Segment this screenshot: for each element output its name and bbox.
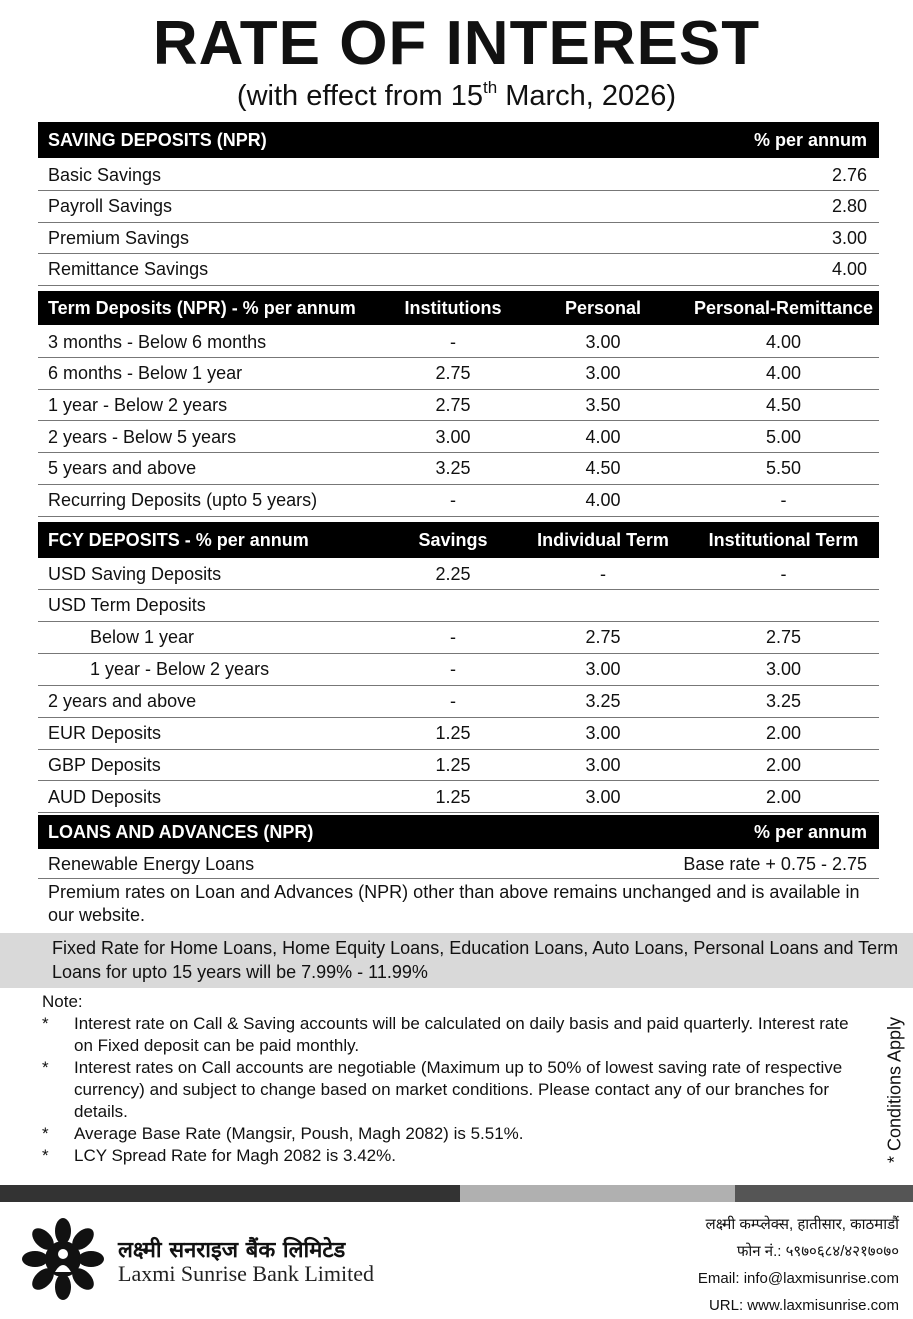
address: लक्ष्मी कम्प्लेक्स, हातीसार, काठमाडौं bbox=[705, 1216, 899, 1233]
row-label: 1 year - Below 2 years bbox=[48, 394, 228, 415]
bank-name-english: Laxmi Sunrise Bank Limited bbox=[118, 1261, 375, 1286]
row-label: 6 months - Below 1 year bbox=[48, 363, 243, 384]
row-value: 3.25 bbox=[765, 691, 802, 712]
divider-bar bbox=[735, 1185, 913, 1202]
saving-deposits-header bbox=[38, 122, 879, 158]
row-label: Basic Savings bbox=[48, 164, 162, 185]
section-title: SAVING DEPOSITS (NPR) bbox=[48, 129, 267, 150]
page-title: RATE OF INTEREST bbox=[152, 9, 761, 78]
table-row bbox=[38, 591, 879, 622]
divider-bar bbox=[460, 1185, 735, 1202]
note-text: Interest rate on Call & Saving accounts will be calculated on daily basis and paid quarterly. Interest rate on Fixed deposit can be paid monthly. bbox=[74, 1014, 849, 1055]
column-header: Personal bbox=[564, 297, 642, 318]
note-item bbox=[42, 1057, 872, 1123]
note-item bbox=[42, 1123, 872, 1145]
fixed-rate-band: Fixed Rate for Home Loans, Home Equity Loans, Education Loans, Auto Loans, Personal Loans and Term Loans for upto 15 years will be 7.99% - 11.99% bbox=[0, 933, 913, 988]
bullet: * bbox=[42, 1124, 49, 1143]
row-value: 3.00 bbox=[585, 331, 621, 352]
table-row bbox=[38, 655, 879, 686]
row-label: AUD Deposits bbox=[48, 786, 162, 807]
table-row bbox=[38, 687, 879, 718]
row-label: 3 months - Below 6 months bbox=[48, 331, 267, 352]
note-text: Average Base Rate (Mangsir, Poush, Magh 2082) is 5.51%. bbox=[74, 1124, 524, 1143]
column-header: Institutional Term bbox=[708, 529, 859, 550]
row-value: - bbox=[450, 691, 456, 712]
table-row bbox=[38, 750, 879, 781]
row-value: - bbox=[450, 627, 456, 648]
row-label: 1 year - Below 2 years bbox=[90, 659, 270, 680]
row-value: - bbox=[600, 563, 606, 584]
table-row bbox=[38, 851, 879, 879]
column-header: FCY DEPOSITS - % per annum bbox=[48, 529, 309, 550]
row-value: - bbox=[450, 331, 456, 352]
note-text: Interest rates on Call accounts are negotiable (Maximum up to 50% of lowest saving rate of respective currency) and subject to change based on market conditions. Please contact any of our branches for details. bbox=[74, 1058, 843, 1121]
phone: फोन नं.: ५९७०६८४/४२१७०७० bbox=[736, 1243, 899, 1260]
row-value: 4.50 bbox=[585, 458, 621, 479]
row-value: 4.50 bbox=[765, 394, 802, 415]
row-value: 4.00 bbox=[765, 363, 802, 384]
row-value: 3.25 bbox=[435, 458, 471, 479]
row-value: 3.00 bbox=[585, 659, 621, 680]
row-value: - bbox=[450, 490, 456, 510]
row-value: 3.00 bbox=[831, 227, 867, 248]
row-value: 4.00 bbox=[585, 426, 621, 447]
table-row bbox=[38, 359, 879, 390]
term-deposits-header bbox=[38, 291, 879, 325]
row-label: Recurring Deposits (upto 5 years) bbox=[48, 490, 318, 510]
bullet: * bbox=[42, 1058, 49, 1077]
row-value: 2.75 bbox=[585, 627, 621, 648]
row-label: Remittance Savings bbox=[48, 259, 209, 279]
row-value: 3.00 bbox=[585, 754, 621, 775]
email-link[interactable]: Email: info@laxmisunrise.com bbox=[697, 1270, 899, 1287]
row-value: 4.00 bbox=[831, 259, 867, 279]
divider-bar bbox=[0, 1185, 460, 1202]
table-row bbox=[38, 327, 879, 358]
table-row bbox=[38, 719, 879, 750]
row-value: - bbox=[450, 659, 456, 680]
row-value: 1.25 bbox=[435, 754, 471, 775]
table-row bbox=[38, 559, 879, 590]
row-value: - bbox=[780, 490, 787, 510]
unit-label: % per annum bbox=[753, 129, 867, 150]
effective-date: (with effect from 15th March, 2026) bbox=[236, 78, 677, 112]
row-label: Payroll Savings bbox=[48, 196, 173, 216]
row-label: Renewable Energy Loans bbox=[48, 854, 255, 874]
fcy-deposits-header bbox=[38, 522, 879, 558]
row-value: 5.50 bbox=[765, 458, 802, 479]
bank-name-nepali: लक्ष्मी सनराइज बैंक लिमिटेड bbox=[118, 1238, 346, 1263]
table-row bbox=[38, 223, 879, 254]
row-value: 2.25 bbox=[435, 563, 471, 584]
notes-section bbox=[42, 991, 872, 1167]
conditions-apply: * Conditions Apply bbox=[884, 1016, 905, 1164]
table-row bbox=[38, 623, 879, 654]
row-value: 3.00 bbox=[585, 363, 621, 384]
table-row bbox=[38, 255, 879, 286]
contact-block bbox=[698, 1211, 899, 1319]
table-row bbox=[38, 486, 879, 517]
row-label: GBP Deposits bbox=[48, 754, 161, 775]
row-value: 3.00 bbox=[585, 723, 621, 743]
column-header: Personal-Remittance bbox=[693, 297, 874, 318]
row-value: 3.00 bbox=[585, 786, 621, 807]
section-title: LOANS AND ADVANCES (NPR) bbox=[48, 821, 314, 842]
row-value: 5.00 bbox=[765, 426, 802, 447]
table-row bbox=[38, 782, 879, 813]
row-value: 2.00 bbox=[765, 754, 802, 775]
row-value: 2.00 bbox=[765, 723, 802, 743]
bullet: * bbox=[42, 1014, 49, 1033]
loans-header bbox=[38, 815, 879, 849]
table-row bbox=[38, 454, 879, 485]
note-item bbox=[42, 1145, 872, 1167]
row-value: 2.76 bbox=[831, 164, 867, 185]
row-label: USD Term Deposits bbox=[48, 595, 206, 616]
row-value: 2.75 bbox=[435, 363, 471, 384]
row-value: 3.50 bbox=[585, 394, 621, 415]
row-value: 2.75 bbox=[435, 394, 471, 415]
row-value: 2.80 bbox=[831, 196, 867, 216]
row-value: 2.75 bbox=[765, 627, 802, 648]
table-row bbox=[38, 422, 879, 453]
row-value: 3.00 bbox=[765, 659, 802, 680]
row-value: 2.00 bbox=[765, 786, 802, 807]
note-item bbox=[42, 1013, 872, 1057]
row-value: 4.00 bbox=[585, 490, 621, 510]
row-label: 2 years and above bbox=[48, 691, 197, 712]
loans-note: Premium rates on Loan and Advances (NPR) other than above remains unchanged and is available in our website. bbox=[48, 882, 860, 925]
table-row bbox=[38, 160, 879, 191]
row-value: 1.25 bbox=[435, 786, 471, 807]
column-header: Savings bbox=[418, 529, 488, 550]
row-value: 3.00 bbox=[435, 426, 471, 447]
row-label: EUR Deposits bbox=[48, 723, 162, 743]
row-label: USD Saving Deposits bbox=[48, 563, 222, 584]
note-text: LCY Spread Rate for Magh 2082 is 3.42%. bbox=[74, 1146, 396, 1165]
notes-title: Note: bbox=[42, 992, 83, 1011]
website-link[interactable]: URL: www.laxmisunrise.com bbox=[708, 1297, 899, 1314]
table-row bbox=[38, 390, 879, 421]
row-value: - bbox=[780, 563, 787, 584]
unit-label: % per annum bbox=[753, 821, 867, 842]
row-label: Premium Savings bbox=[48, 227, 190, 248]
row-rate: Base rate + 0.75 - 2.75 bbox=[683, 854, 867, 874]
row-label: 5 years and above bbox=[48, 458, 197, 479]
column-header: Term Deposits (NPR) - % per annum bbox=[48, 297, 356, 318]
table-row bbox=[38, 192, 879, 223]
row-value: 1.25 bbox=[435, 723, 471, 743]
row-label: Below 1 year bbox=[90, 627, 195, 648]
bullet: * bbox=[42, 1146, 49, 1165]
column-header: Institutions bbox=[404, 297, 502, 318]
row-value: 3.25 bbox=[585, 691, 621, 712]
row-value: 4.00 bbox=[765, 331, 802, 352]
column-header: Individual Term bbox=[537, 529, 669, 550]
bank-logo-icon bbox=[22, 1218, 104, 1300]
row-label: 2 years - Below 5 years bbox=[48, 426, 237, 447]
